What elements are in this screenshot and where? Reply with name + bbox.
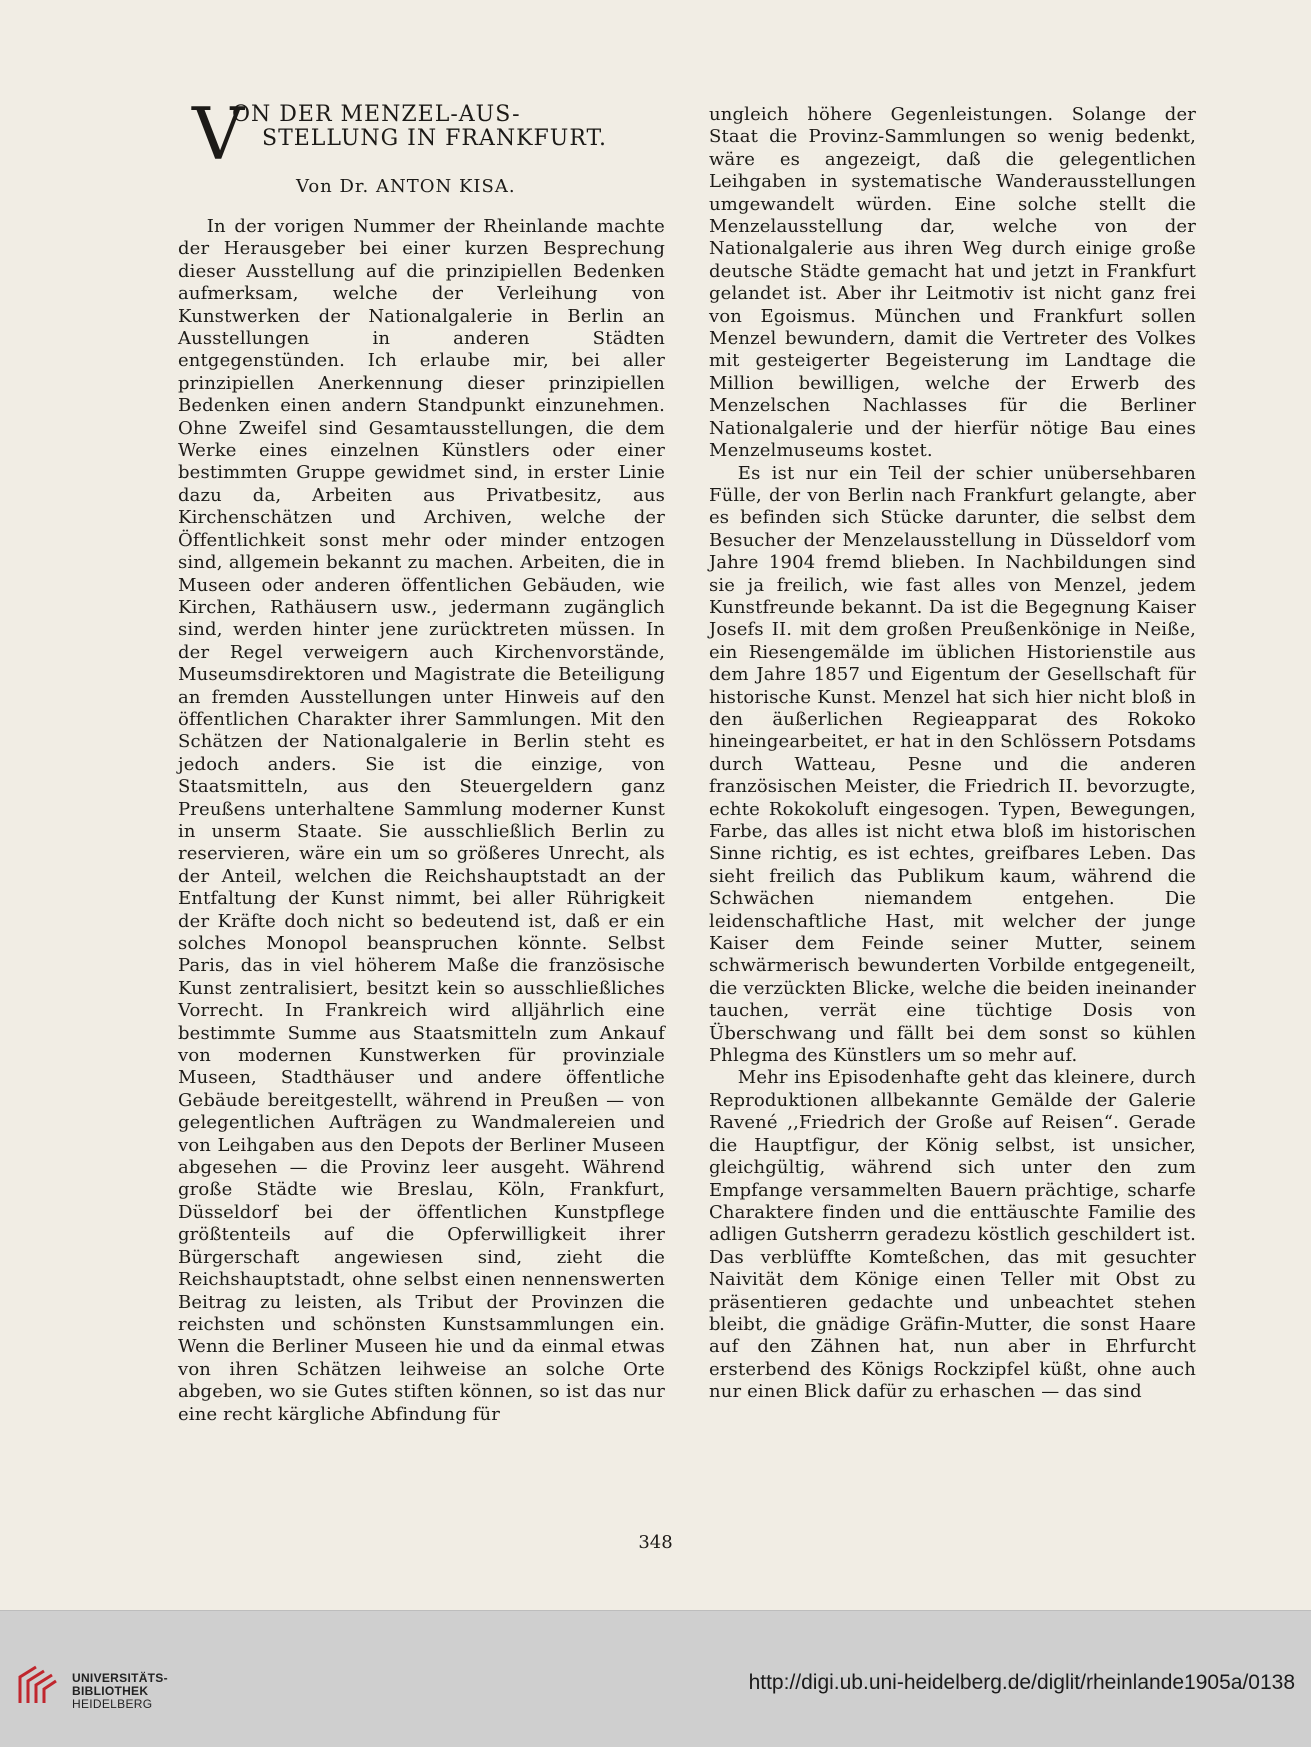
library-name-line-1: UNIVERSITÄTS- bbox=[72, 1671, 168, 1685]
permalink-url[interactable]: http://digi.ub.uni-heidelberg.de/diglit/rheinlande1905a/0138 bbox=[748, 1671, 1295, 1694]
article-heading bbox=[178, 92, 665, 204]
paragraph: Mehr ins Episodenhafte geht das kleinere, durch Reproduktionen allbekannte Gemälde der Galerie Ravené ,,Friedrich der Große auf Reisen“. Gerade die Hauptfigur, der König selbst, ist unsicher, gleichgültig, während sich unter den zum Empfange versammelten Bauern prächtige, scharfe Charaktere finden und die enttäuschte Familie des adligen Gutsherrn geradezu köstlich geschildert ist. Das verblüffte Komteßchen, das mit gesuchter Naivität dem Könige einen Teller mit Obst zu präsentieren gedachte und unbeachtet stehen bleibt, die gnädige Gräfin-Mutter, die sonst Haare auf den Zähnen hat, nun aber in Ehrfurcht ersterbend des Königs Rockzipfel küßt, ohne auch nur einen Blick dafür zu erhaschen — das sind bbox=[709, 1067, 1196, 1403]
library-name-line-2: BIBLIOTHEK bbox=[72, 1684, 149, 1698]
library-logo-icon[interactable] bbox=[16, 1663, 60, 1707]
library-name-line-3: HEIDELBERG bbox=[72, 1697, 153, 1711]
byline: Von Dr. ANTON KISA. bbox=[296, 176, 516, 197]
title-line-2: STELLUNG IN FRANKFURT. bbox=[262, 126, 607, 151]
left-column bbox=[178, 92, 665, 1426]
library-name[interactable] bbox=[72, 1672, 168, 1711]
right-column bbox=[709, 104, 1196, 1404]
paragraph: Es ist nur ein Teil der schier unübersehbaren Fülle, der von Berlin nach Frankfurt gelangte, aber es befinden sich Stücke darunter, die selbst dem Besucher der Menzelausstellung in Düsseldorf vom Jahre 1904 fremd blieben. In Nachbildungen sind sie ja freilich, wie fast alles von Menzel, jedem Kunstfreunde bekannt. Da ist die Begegnung Kaiser Josefs II. mit dem großen Preußenkönige in Neiße, ein Riesengemälde im üblichen Historienstile aus dem Jahre 1857 und Eigentum der Gesellschaft für historische Kunst. Menzel hat sich hier nicht bloß in den äußerlichen Regieapparat des Rokoko hineingearbeitet, er hat in den Schlössern Potsdams durch Watteau, Pesne und die anderen französischen Meister, die Friedrich II. bevorzugte, echte Rokokoluft eingesogen. Typen, Bewegungen, Farbe, das alles ist nicht etwa bloß im historischen Sinne richtig, es ist echtes, greifbares Leben. Das sieht freilich das Publikum kaum, während die Schwächen niemandem entgehen. Die leidenschaftliche Hast, mit welcher der junge Kaiser dem Feinde seiner Mutter, seinem schwärmerisch bewunderten Vorbilde entgegeneilt, die verzückten Blicke, welche die beiden ineinander tauchen, verrät eine tüchtige Dosis von Überschwang und fällt bei dem sonst so kühlen Phlegma des Künstlers um so mehr auf. bbox=[709, 462, 1196, 1067]
paragraph: ungleich höhere Gegenleistungen. Solange der Staat die Provinz-Sammlungen so wenig bedenkt, wäre es angezeigt, daß die gelegentlichen Leihgaben in systematische Wanderausstellungen umgewandelt würden. Eine solche stellt die Menzelausstellung dar, welche von der Nationalgalerie aus ihren Weg durch einige große deutsche Städte gemacht hat und jetzt in Frankfurt gelandet ist. Aber ihr Leitmotiv ist nicht ganz frei von Egoismus. München und Frankfurt sollen Menzel bewundern, damit die Vertreter des Volkes mit gesteigerter Begeisterung im Landtage die Million bewilligen, welche der Erwerb des Menzelschen Nachlasses für die Berliner Nationalgalerie und der hierfür nötige Bau eines Menzelmuseums kostet. bbox=[709, 104, 1196, 462]
page-number: 348 bbox=[638, 1532, 673, 1553]
drop-cap: V bbox=[192, 92, 242, 176]
title-line-1: ON DER MENZEL-AUS- bbox=[232, 102, 521, 127]
viewer-footer bbox=[0, 1610, 1311, 1747]
paragraph: In der vorigen Nummer der Rheinlande machte der Herausgeber bei einer kurzen Besprechung dieser Ausstellung auf die prinzipiellen Bedenken aufmerksam, welche der Verleihung von Kunstwerken der Nationalgalerie in Berlin an Ausstellungen in anderen Städten entgegenstünden. Ich erlaube mir, bei aller prinzipiellen Anerkennung dieser prinzipiellen Bedenken einen andern Standpunkt einzunehmen. Ohne Zweifel sind Gesamtausstellungen, die dem Werke eines einzelnen Künstlers oder einer bestimmten Gruppe gewidmet sind, in erster Linie dazu da, Arbeiten aus Privatbesitz, aus Kirchenschätzen und Archiven, welche der Öffentlichkeit sonst mehr oder minder entzogen sind, allgemein bekannt zu machen. Arbeiten, die in Museen oder anderen öffentlichen Gebäuden, wie Kirchen, Rathäusern usw., jedermann zugänglich sind, werden hinter jene zurücktreten müssen. In der Regel verweigern auch Kirchenvorstände, Museumsdirektoren und Magistrate die Beteiligung an fremden Ausstellungen unter Hinweis auf den öffentlichen Charakter ihrer Sammlungen. Mit den Schätzen der Nationalgalerie in Berlin steht es jedoch anders. Sie ist die einzige, von Staatsmitteln, aus den Steuergeldern ganz Preußens unterhaltene Sammlung moderner Kunst in unserm Staate. Sie ausschließlich Berlin zu reservieren, wäre ein um so größeres Unrecht, als der Anteil, welchen die Reichshauptstadt an der Entfaltung der Kunst nimmt, bei aller Rührigkeit der Kräfte doch nicht so bedeutend ist, daß er ein solches Monopol beanspruchen könnte. Selbst Paris, das in viel höherem Maße die französische Kunst zentralisiert, besitzt kein so ausschließliches Vorrecht. In Frankreich wird alljährlich eine bestimmte Summe aus Staatsmitteln zum Ankauf von modernen Kunstwerken für provinziale Museen, Stadthäuser und andere öffentliche Gebäude bereitgestellt, während in Preußen — von gelegentlichen Aufträgen zu Wandmalereien und von Leihgaben aus den Depots der Berliner Museen abgesehen — die Provinz leer ausgeht. Während große Städte wie Breslau, Köln, Frankfurt, Düsseldorf bei der öffentlichen Kunstpflege größtenteils auf die Opferwilligkeit ihrer Bürgerschaft angewiesen sind, zieht die Reichshauptstadt, ohne selbst einen nennenswerten Beitrag zu leisten, als Tribut der Provinzen die reichsten und schönsten Kunstsammlungen ein. Wenn die Berliner Museen hie und da einmal etwas von ihren Schätzen leihweise an solche Orte abgeben, wo sie Gutes stiften können, so ist das nur eine recht kärgliche Abfindung für bbox=[178, 216, 665, 1425]
